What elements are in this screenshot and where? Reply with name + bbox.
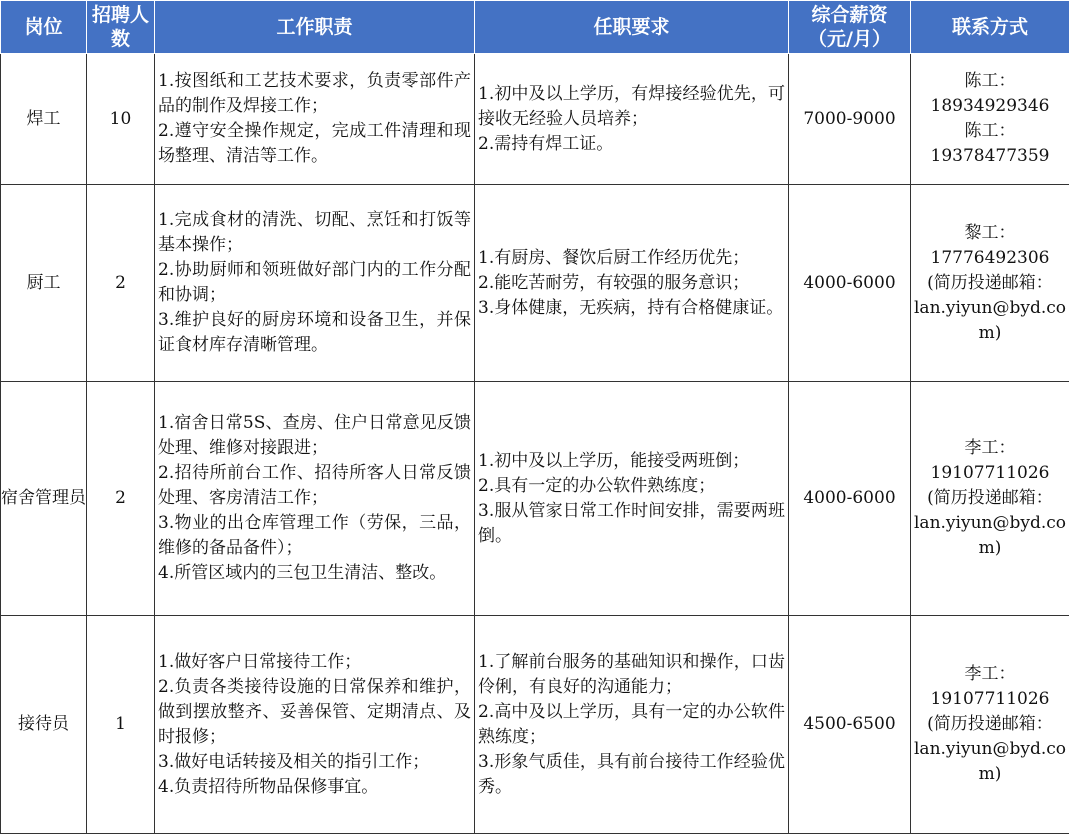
requirements-cell: 1.初中及以上学历，能接受两班倒； 2.具有一定的办公软件熟练度； 3.服从管家日常工作时间安排，需要两班倒。 [475, 382, 789, 616]
contact-cell: 黎工： 17776492306 (简历投递邮箱： lan.yiyun@byd.com) [911, 185, 1069, 382]
count-cell: 2 [87, 185, 155, 382]
requirements-cell: 1.有厨房、餐饮后厨工作经历优先； 2.能吃苦耐劳，有较强的服务意识； 3.身体健康，无疾病，持有合格健康证。 [475, 185, 789, 382]
header-contact: 联系方式 [911, 1, 1069, 54]
header-position: 岗位 [1, 1, 87, 54]
count-cell: 2 [87, 382, 155, 616]
duties-cell: 1.按图纸和工艺技术要求，负责零部件产品的制作及焊接工作； 2.遵守安全操作规定，完成工件清理和现场整理、清洁等工作。 [155, 54, 475, 185]
header-requirements: 任职要求 [475, 1, 789, 54]
position-cell: 接待员 [1, 616, 87, 834]
position-cell: 厨工 [1, 185, 87, 382]
salary-cell: 4000-6000 [789, 185, 911, 382]
salary-cell: 4500-6500 [789, 616, 911, 834]
header-count: 招聘人数 [87, 1, 155, 54]
header-duties: 工作职责 [155, 1, 475, 54]
position-cell: 宿舍管理员 [1, 382, 87, 616]
duties-cell: 1.宿舍日常5S、查房、住户日常意见反馈处理、维修对接跟进； 2.招待所前台工作、招待所客人日常反馈处理、客房清洁工作； 3.物业的出仓库管理工作（劳保，三品，维修的备品备件）； 4.所管区域内的三包卫生清洁、整改。 [155, 382, 475, 616]
count-cell: 1 [87, 616, 155, 834]
salary-cell: 4000-6000 [789, 382, 911, 616]
duties-cell: 1.完成食材的清洗、切配、烹饪和打饭等基本操作； 2.协助厨师和领班做好部门内的工作分配和协调； 3.维护良好的厨房环境和设备卫生，并保证食材库存清晰管理。 [155, 185, 475, 382]
table-row [1, 382, 1069, 616]
count-cell: 10 [87, 54, 155, 185]
contact-cell: 陈工： 18934929346 陈工： 19378477359 [911, 54, 1069, 185]
header-salary: 综合薪资（元/月） [789, 1, 911, 54]
contact-cell: 李工： 19107711026 (简历投递邮箱： lan.yiyun@byd.com) [911, 616, 1069, 834]
table-row [1, 54, 1069, 185]
duties-cell: 1.做好客户日常接待工作； 2.负责各类接待设施的日常保养和维护，做到摆放整齐、妥善保管、定期清点、及时报修； 3.做好电话转接及相关的指引工作； 4.负责招待所物品保修事宜。 [155, 616, 475, 834]
requirements-cell: 1.了解前台服务的基础知识和操作，口齿伶俐，有良好的沟通能力； 2.高中及以上学历，具有一定的办公软件熟练度； 3.形象气质佳，具有前台接待工作经验优秀。 [475, 616, 789, 834]
salary-cell: 7000-9000 [789, 54, 911, 185]
table-row [1, 616, 1069, 834]
contact-cell: 李工： 19107711026 (简历投递邮箱： lan.yiyun@byd.com) [911, 382, 1069, 616]
requirements-cell: 1.初中及以上学历，有焊接经验优先，可接收无经验人员培养； 2.需持有焊工证。 [475, 54, 789, 185]
table-row [1, 185, 1069, 382]
header-row [1, 1, 1069, 54]
position-cell: 焊工 [1, 54, 87, 185]
